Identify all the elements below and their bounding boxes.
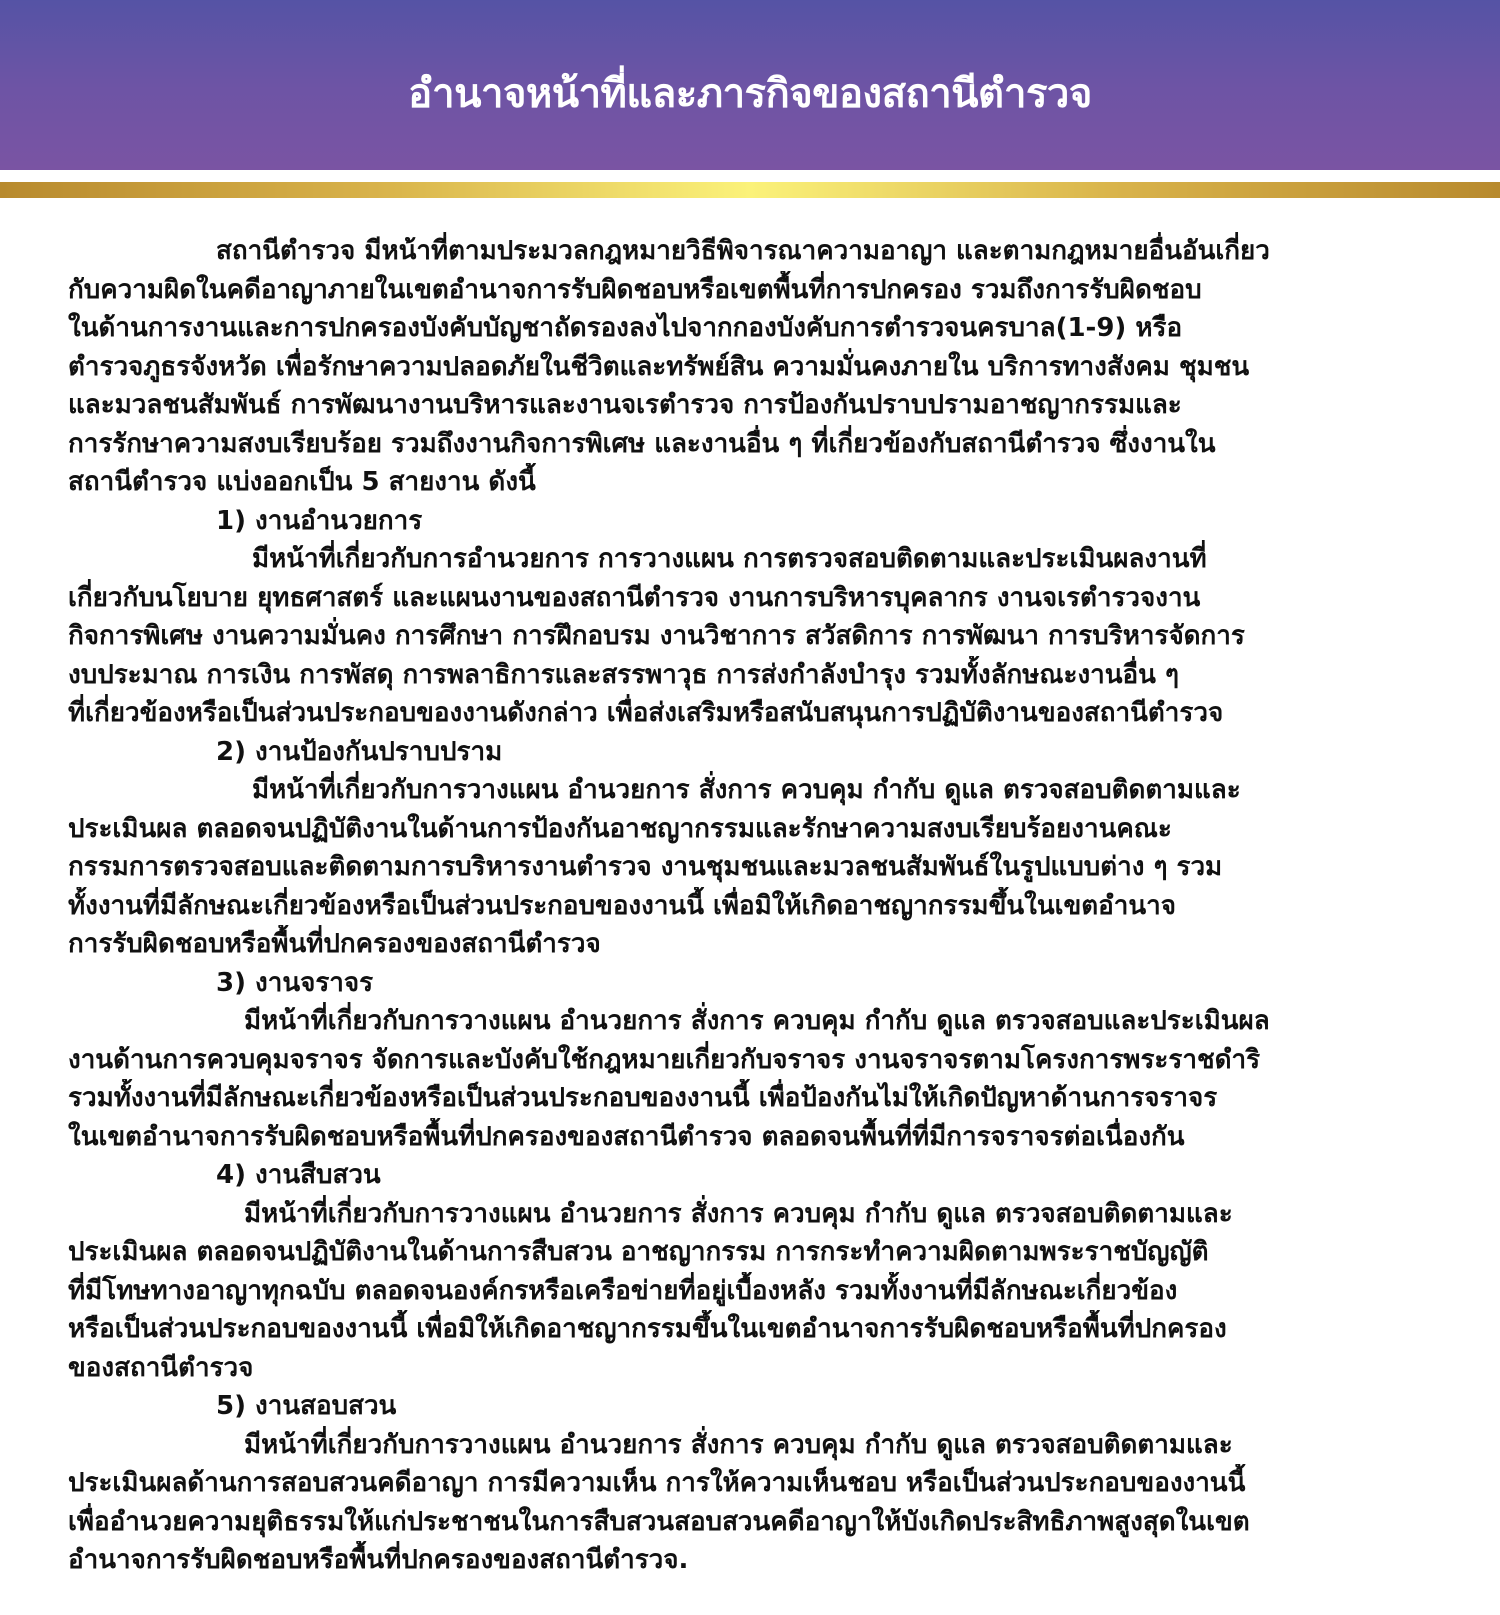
section-line: ประเมินผล ตลอดจนปฏิบัติงานในด้านการป้องกันอาชญากรรมและรักษาความสงบเรียบร้อยงานคณะ: [68, 813, 1172, 844]
section-line: การรับผิดชอบหรือพื้นที่ปกครองของสถานีตำรวจ: [68, 929, 601, 959]
section-heading: 4) งานสืบสวน: [216, 1160, 381, 1190]
intro-line: กับความผิดในคดีอาญาภายในเขตอำนาจการรับผิดชอบหรือเขตพื้นที่การปกครอง รวมถึงการรับผิดชอบ: [68, 274, 1202, 305]
section-line: ที่เกี่ยวข้องหรือเป็นส่วนประกอบของงานดังกล่าว เพื่อส่งเสริมหรือสนับสนุนการปฏิบัติงานของสถานีตำรวจ: [68, 698, 1224, 728]
gold-divider: [0, 182, 1500, 198]
section-line: ในเขตอำนาจการรับผิดชอบหรือพื้นที่ปกครองของสถานีตำรวจ ตลอดจนพื้นที่ที่มีการจราจรต่อเนื่องกัน: [68, 1121, 1185, 1152]
page-title: อำนาจหน้าที่และภารกิจของสถานีตำรวจ: [408, 71, 1092, 117]
document-body: [68, 232, 1440, 1580]
section-administration: [68, 502, 1440, 733]
intro-paragraph: [68, 232, 1440, 502]
section-investigation: [68, 1156, 1440, 1387]
header-gap: [0, 170, 1500, 182]
section-inquiry: [68, 1387, 1440, 1580]
header-banner: [0, 0, 1500, 170]
section-line: มีหน้าที่เกี่ยวกับการวางแผน อำนวยการ สั่งการ ควบคุม กำกับ ดูแล ตรวจสอบและประเมินผล: [244, 1006, 1270, 1036]
section-line: กรรมการตรวจสอบและติดตามการบริหารงานตำรวจ งานชุมชนและมวลชนสัมพันธ์ในรูปแบบต่าง ๆ รวม: [68, 852, 1223, 882]
section-heading: 5) งานสอบสวน: [216, 1391, 397, 1421]
section-line: ทั้งงานที่มีลักษณะเกี่ยวข้องหรือเป็นส่วนประกอบของงานนี้ เพื่อมิให้เกิดอาชญากรรมขึ้นในเขตอำนาจ: [68, 890, 1176, 921]
section-line: มีหน้าที่เกี่ยวกับการอำนวยการ การวางแผน การตรวจสอบติดตามและประเมินผลงานที่: [252, 544, 1207, 574]
section-heading: 1) งานอำนวยการ: [216, 505, 423, 536]
section-line: รวมทั้งงานที่มีลักษณะเกี่ยวข้องหรือเป็นส่วนประกอบของงานนี้ เพื่อป้องกันไม่ให้เกิดปัญหาด้านการจราจร: [68, 1083, 1218, 1113]
intro-line: และมวลชนสัมพันธ์ การพัฒนางานบริหารและงานจเรตำรวจ การป้องกันปราบปรามอาชญากรรมและ: [68, 390, 1182, 420]
section-line: มีหน้าที่เกี่ยวกับการวางแผน อำนวยการ สั่งการ ควบคุม กำกับ ดูแล ตรวจสอบติดตามและ: [252, 775, 1241, 805]
section-line: อำนาจการรับผิดชอบหรือพื้นที่ปกครองของสถานีตำรวจ.: [68, 1545, 689, 1575]
section-traffic: [68, 964, 1440, 1157]
section-line: หรือเป็นส่วนประกอบของงานนี้ เพื่อมิให้เกิดอาชญากรรมขึ้นในเขตอำนาจการรับผิดชอบหรือพื้นที่ปกครอง: [68, 1314, 1227, 1344]
intro-line: สถานีตำรวจ แบ่งออกเป็น 5 สายงาน ดังนี้: [68, 467, 536, 497]
intro-line: สถานีตำรวจ มีหน้าที่ตามประมวลกฎหมายวิธีพิจารณาความอาญา และตามกฎหมายอื่นอันเกี่ยว: [216, 236, 1270, 266]
intro-line: ในด้านการงานและการปกครองบังคับบัญชาถัดรองลงไปจากกองบังคับการตำรวจนครบาล(1-9) หรือ: [68, 313, 1183, 343]
section-crime-prevention: [68, 733, 1440, 964]
section-line: งบประมาณ การเงิน การพัสดุ การพลาธิการและสรรพาวุธ การส่งกำลังบำรุง รวมทั้งลักษณะงานอื่น ๆ: [68, 659, 1179, 690]
section-heading: 2) งานป้องกันปราบปราม: [216, 736, 503, 767]
section-line: มีหน้าที่เกี่ยวกับการวางแผน อำนวยการ สั่งการ ควบคุม กำกับ ดูแล ตรวจสอบติดตามและ: [244, 1429, 1233, 1460]
section-line: ที่มีโทษทางอาญาทุกฉบับ ตลอดจนองค์กรหรือเครือข่ายที่อยู่เบื้องหลัง รวมทั้งงานที่มีลักษณะเกี่ยวข้อง: [68, 1275, 1178, 1306]
intro-line: การรักษาความสงบเรียบร้อย รวมถึงงานกิจการพิเศษ และงานอื่น ๆ ที่เกี่ยวข้องกับสถานีตำรวจ ซึ่งงานใน: [68, 428, 1216, 459]
intro-line: ตำรวจภูธรจังหวัด เพื่อรักษาความปลอดภัยในชีวิตและทรัพย์สิน ความมั่นคงภายใน บริการทางสังคม ชุมชน: [68, 351, 1250, 382]
section-heading: 3) งานจราจร: [216, 967, 374, 998]
section-line: ของสถานีตำรวจ: [68, 1352, 254, 1383]
section-line: งานด้านการควบคุมจราจร จัดการและบังคับใช้กฎหมายเกี่ยวกับจราจร งานจราจรตามโครงการพระราชดำริ: [68, 1044, 1261, 1075]
section-line: ประเมินผล ตลอดจนปฏิบัติงานในด้านการสืบสวน อาชญากรรม การกระทำความผิดตามพระราชบัญญัติ: [68, 1237, 1209, 1267]
section-line: ประเมินผลด้านการสอบสวนคดีอาญา การมีความเห็น การให้ความเห็นชอบ หรือเป็นส่วนประกอบของงานนี้: [68, 1468, 1246, 1498]
section-line: กิจการพิเศษ งานความมั่นคง การศึกษา การฝึกอบรม งานวิชาการ สวัสดิการ การพัฒนา การบริหารจัดการ: [68, 621, 1245, 651]
section-line: เกี่ยวกับนโยบาย ยุทธศาสตร์ และแผนงานของสถานีตำรวจ งานการบริหารบุคลากร งานจเรตำรวจงาน: [68, 582, 1201, 613]
section-line: มีหน้าที่เกี่ยวกับการวางแผน อำนวยการ สั่งการ ควบคุม กำกับ ดูแล ตรวจสอบติดตามและ: [244, 1198, 1233, 1229]
section-line: เพื่ออำนวยความยุติธรรมให้แก่ประชาชนในการสืบสวนสอบสวนคดีอาญาให้บังเกิดประสิทธิภาพสูงสุดในเขต: [68, 1506, 1250, 1537]
